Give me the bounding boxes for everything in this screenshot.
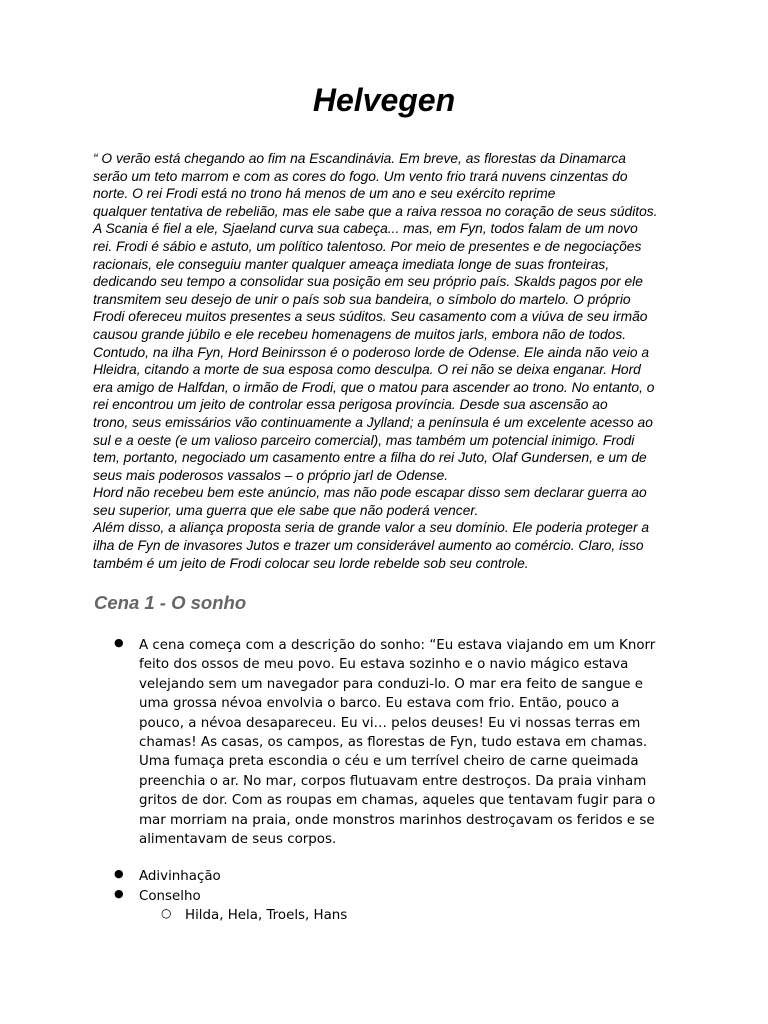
list-item-text bbox=[139, 636, 768, 849]
list-item-line: Conselho bbox=[139, 888, 201, 904]
intro-line: Frodi ofereceu muitos presentes a seus súditos. Seu casamento com a viúva de seu irmão bbox=[93, 309, 648, 325]
intro-line: “ O verão está chegando ao fim na Escandinávia. Em breve, as florestas da Dinamarca bbox=[93, 151, 626, 166]
intro-line: qualquer tentativa de rebelião, mas ele sabe que a raiva ressoa no coração de seus súditos. bbox=[93, 203, 658, 219]
intro-line: dedicando seu tempo a consolidar sua posição em seu próprio país. Skalds pagos por ele bbox=[93, 274, 643, 290]
intro-paragraph bbox=[93, 150, 683, 572]
section-heading: Cena 1 - O sonho bbox=[94, 592, 247, 613]
list-item-line: mar morriam na praia, onde monstros marinhos destroçavam os feridos e se bbox=[139, 812, 655, 828]
intro-line: seus mais poderosos vassalos – o próprio jarl de Odense. bbox=[93, 467, 449, 483]
list-item-line: feito dos ossos de meu povo. Eu estava sozinho e o navio mágico estava bbox=[139, 657, 629, 673]
list-item-line: alimentavam de seus corpos. bbox=[139, 832, 337, 848]
intro-line: Hord não recebeu bem este anúncio, mas não pode escapar disso sem declarar guerra ao bbox=[93, 485, 647, 501]
intro-line: seu superior, uma guerra que ele sabe que não poderá vencer. bbox=[93, 502, 479, 518]
intro-line: tem, portanto, negociado um casamento entre a filha do rei Juto, Olaf Gundersen, e um de bbox=[93, 450, 647, 466]
list-item-dream bbox=[0, 636, 768, 849]
intro-line: era amigo de Halfdan, o irmão de Frodi, que o matou para ascender ao trono. No entanto, o bbox=[93, 379, 655, 395]
intro-line: racionais, ele conseguiu manter qualquer ameaça imediata longe de suas fronteiras, bbox=[93, 256, 610, 272]
bullet-dot-icon: ● bbox=[114, 886, 124, 900]
intro-line: Além disso, a aliança proposta seria de grande valor a seu domínio. Ele poderia proteger a bbox=[93, 520, 650, 536]
intro-line: Contudo, na ilha Fyn, Hord Beinirsson é o poderoso lorde de Odense. Ele ainda não veio a bbox=[93, 344, 650, 360]
intro-line: transmitem seu desejo de unir o país sob sua bandeira, o símbolo do martelo. O próprio bbox=[93, 291, 631, 307]
intro-line: serão um teto marrom e com as cores do fogo. Um vento frio trará nuvens cinzentas do bbox=[93, 168, 628, 184]
list-item-council bbox=[0, 887, 768, 906]
bullet-dot-icon: ● bbox=[114, 636, 124, 649]
list-item-line: Adivinhação bbox=[139, 869, 221, 885]
list-item-line: gritos de dor. Com as roupas em chamas, aqueles que tentavam fugir para o bbox=[139, 793, 656, 809]
list-item-line: pouco, a névoa desapareceu. Eu vi… pelos deuses! Eu vi nossas terras em bbox=[139, 715, 641, 731]
intro-line: trono, seus emissários vão continuamente a Jylland; a península é um excelente acesso ao bbox=[93, 414, 653, 430]
intro-line: também é um jeito de Frodi colocar seu lorde rebelde sob seu controle. bbox=[93, 555, 529, 571]
list-item-line: A cena começa com a descrição do sonho: “Eu estava viajando em um Knorr bbox=[139, 638, 656, 653]
intro-line: rei. Frodi é sábio e astuto, um político talentoso. Por meio de presentes e de negociações bbox=[93, 238, 642, 254]
list-item-divination bbox=[0, 867, 768, 886]
intro-line: rei encontrou um jeito de controlar essa perigosa província. Desde sua ascensão ao bbox=[93, 397, 608, 413]
list-item-line: preenchia o ar. No mar, corpos flutuavam entre destroços. Da praia vinham bbox=[139, 773, 647, 789]
intro-line: causou grande júbilo e ele recebeu homenagens de muitos jarls, embora não de todos. bbox=[93, 326, 627, 342]
list-item-line: uma grossa névoa envolvia o barco. Eu estava com frio. Então, pouco a bbox=[139, 696, 620, 712]
intro-line: Hleidra, citando a morte de sua esposa como desculpa. O rei não se deixa enganar. Hord bbox=[93, 362, 641, 378]
intro-line: ilha de Fyn de invasores Jutos e trazer um considerável aumento ao comércio. Claro, isso bbox=[93, 538, 644, 554]
document-title: Helvegen bbox=[312, 82, 456, 118]
sub-list-item-text: Hilda, Hela, Troels, Hans bbox=[185, 908, 348, 924]
list-item-line: chamas! As casas, os campos, as florestas de Fyn, tudo estava em chamas. bbox=[139, 735, 648, 751]
intro-line: sul e a oeste (e um valioso parceiro comercial), mas também um potencial inimigo. Frodi bbox=[93, 432, 635, 448]
bullet-dot-icon: ● bbox=[114, 867, 124, 881]
intro-line: norte. O rei Frodi está no trono há menos de um ano e seu exército reprime bbox=[93, 186, 556, 202]
list-item-text bbox=[139, 887, 768, 906]
list-item-text bbox=[139, 867, 768, 886]
list-item-line: Uma fumaça preta escondia o céu e um terrível cheiro de carne queimada bbox=[139, 754, 639, 770]
bullet-circle-icon: ○ bbox=[161, 906, 172, 921]
intro-line: A Scania é fiel a ele, Sjaeland curva sua cabeça... mas, em Fyn, todos falam de um novo bbox=[93, 221, 638, 237]
sub-list-item-names bbox=[0, 906, 768, 925]
list-item-line: velejando sem um navegador para conduzi-lo. O mar era feito de sangue e bbox=[139, 676, 644, 692]
bullet-list bbox=[0, 636, 768, 926]
